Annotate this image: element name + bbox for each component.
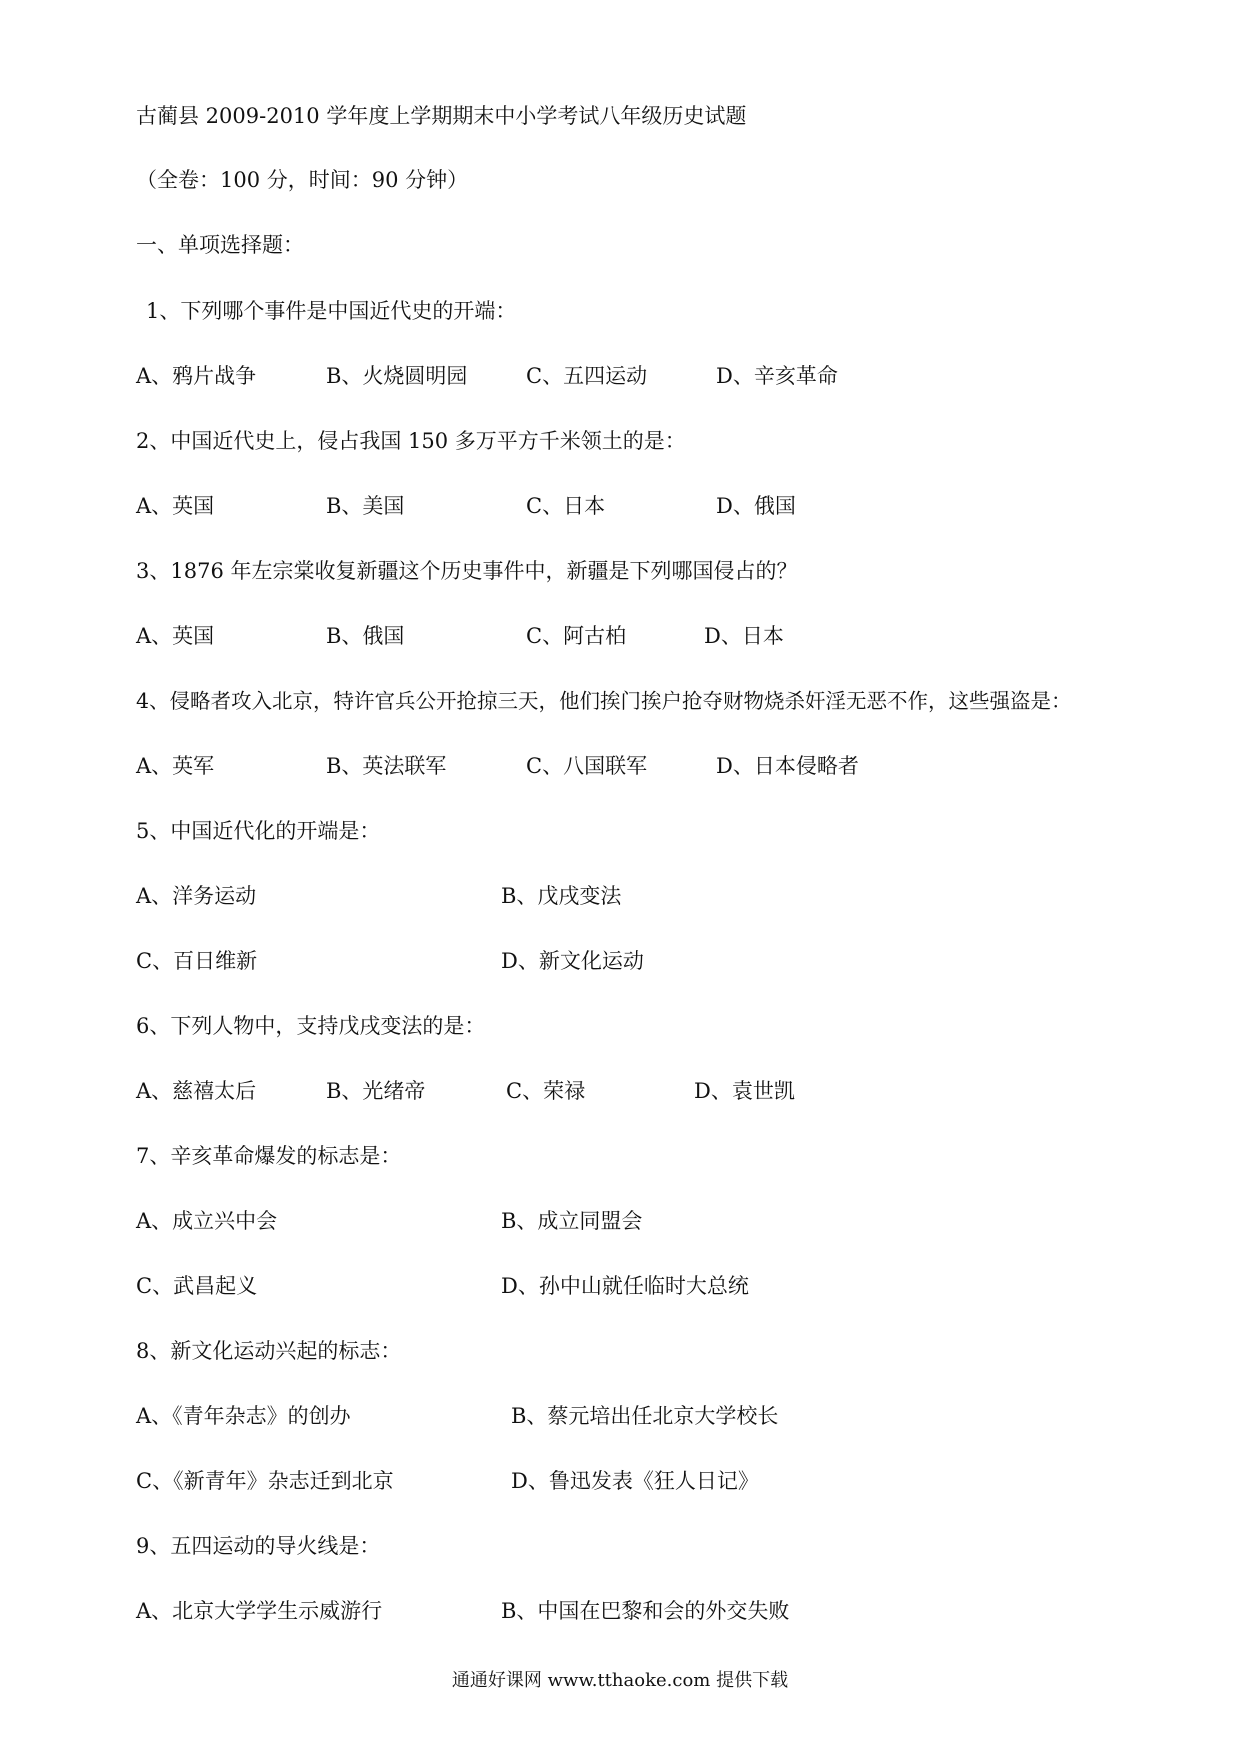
q1-option-c: C、五四运动 <box>526 364 648 388</box>
question-2: 2、中国近代史上，侵占我国 150 多万平方千米领土的是： <box>136 429 686 453</box>
q3-option-a: A、英国 <box>136 624 215 648</box>
q2-option-a: A、英国 <box>136 494 215 518</box>
q5-option-a: A、洋务运动 <box>136 884 257 908</box>
question-4: 4、侵略者攻入北京，特许官兵公开抢掠三天，他们挨门挨户抢夺财物烧杀奸淫无恶不作，这些强盗是： <box>136 689 1072 713</box>
exam-subtitle: （全卷：100 分，时间：90 分钟） <box>136 168 469 192</box>
q8-option-b: B、蔡元培出任北京大学校长 <box>511 1404 779 1428</box>
q5-option-c: C、百日维新 <box>136 949 258 973</box>
q3-option-c: C、阿古柏 <box>526 624 627 648</box>
q7-option-b: B、成立同盟会 <box>501 1209 643 1233</box>
question-6: 6、下列人物中，支持戊戌变法的是： <box>136 1014 486 1038</box>
section-heading: 一、单项选择题： <box>136 233 304 257</box>
q1-option-b: B、火烧圆明园 <box>326 364 468 388</box>
question-7: 7、辛亥革命爆发的标志是： <box>136 1144 402 1168</box>
q6-option-b: B、光绪帝 <box>326 1079 426 1103</box>
question-3: 3、1876 年左宗棠收复新疆这个历史事件中，新疆是下列哪国侵占的？ <box>136 559 798 583</box>
q2-option-b: B、美国 <box>326 494 405 518</box>
q9-option-a: A、北京大学学生示威游行 <box>136 1599 383 1623</box>
q2-option-c: C、日本 <box>526 494 606 518</box>
q6-option-c: C、荣禄 <box>506 1079 586 1103</box>
q6-option-d: D、袁世凯 <box>694 1079 795 1103</box>
q8-option-a: A、《青年杂志》的创办 <box>136 1404 351 1428</box>
q5-option-b: B、戊戌变法 <box>501 884 622 908</box>
q1-option-a: A、鸦片战争 <box>136 364 257 388</box>
q3-option-b: B、俄国 <box>326 624 405 648</box>
question-5: 5、中国近代化的开端是： <box>136 819 381 843</box>
q8-option-c: C、《新青年》杂志迁到北京 <box>136 1469 394 1493</box>
q2-option-d: D、俄国 <box>716 494 796 518</box>
q7-option-d: D、孙中山就任临时大总统 <box>501 1274 749 1298</box>
q1-option-d: D、辛亥革命 <box>716 364 838 388</box>
q6-option-a: A、慈禧太后 <box>136 1079 257 1103</box>
q5-option-d: D、新文化运动 <box>501 949 644 973</box>
q4-option-b: B、英法联军 <box>326 754 447 778</box>
question-8: 8、新文化运动兴起的标志： <box>136 1339 402 1363</box>
question-1: 1、下列哪个事件是中国近代史的开端： <box>146 299 517 323</box>
q4-option-a: A、英军 <box>136 754 215 778</box>
q9-option-b: B、中国在巴黎和会的外交失败 <box>501 1599 790 1623</box>
page-footer: 通通好课网 www.tthaoke.com 提供下载 <box>451 1670 789 1691</box>
q4-option-c: C、八国联军 <box>526 754 648 778</box>
exam-title: 古蔺县 2009-2010 学年度上学期期末中小学考试八年级历史试题 <box>136 104 747 128</box>
q4-option-d: D、日本侵略者 <box>716 754 859 778</box>
q8-option-d: D、鲁迅发表《狂人日记》 <box>511 1469 759 1493</box>
q7-option-c: C、武昌起义 <box>136 1274 258 1298</box>
q7-option-a: A、成立兴中会 <box>136 1209 278 1233</box>
question-9: 9、五四运动的导火线是： <box>136 1534 381 1558</box>
q3-option-d: D、日本 <box>704 624 784 648</box>
